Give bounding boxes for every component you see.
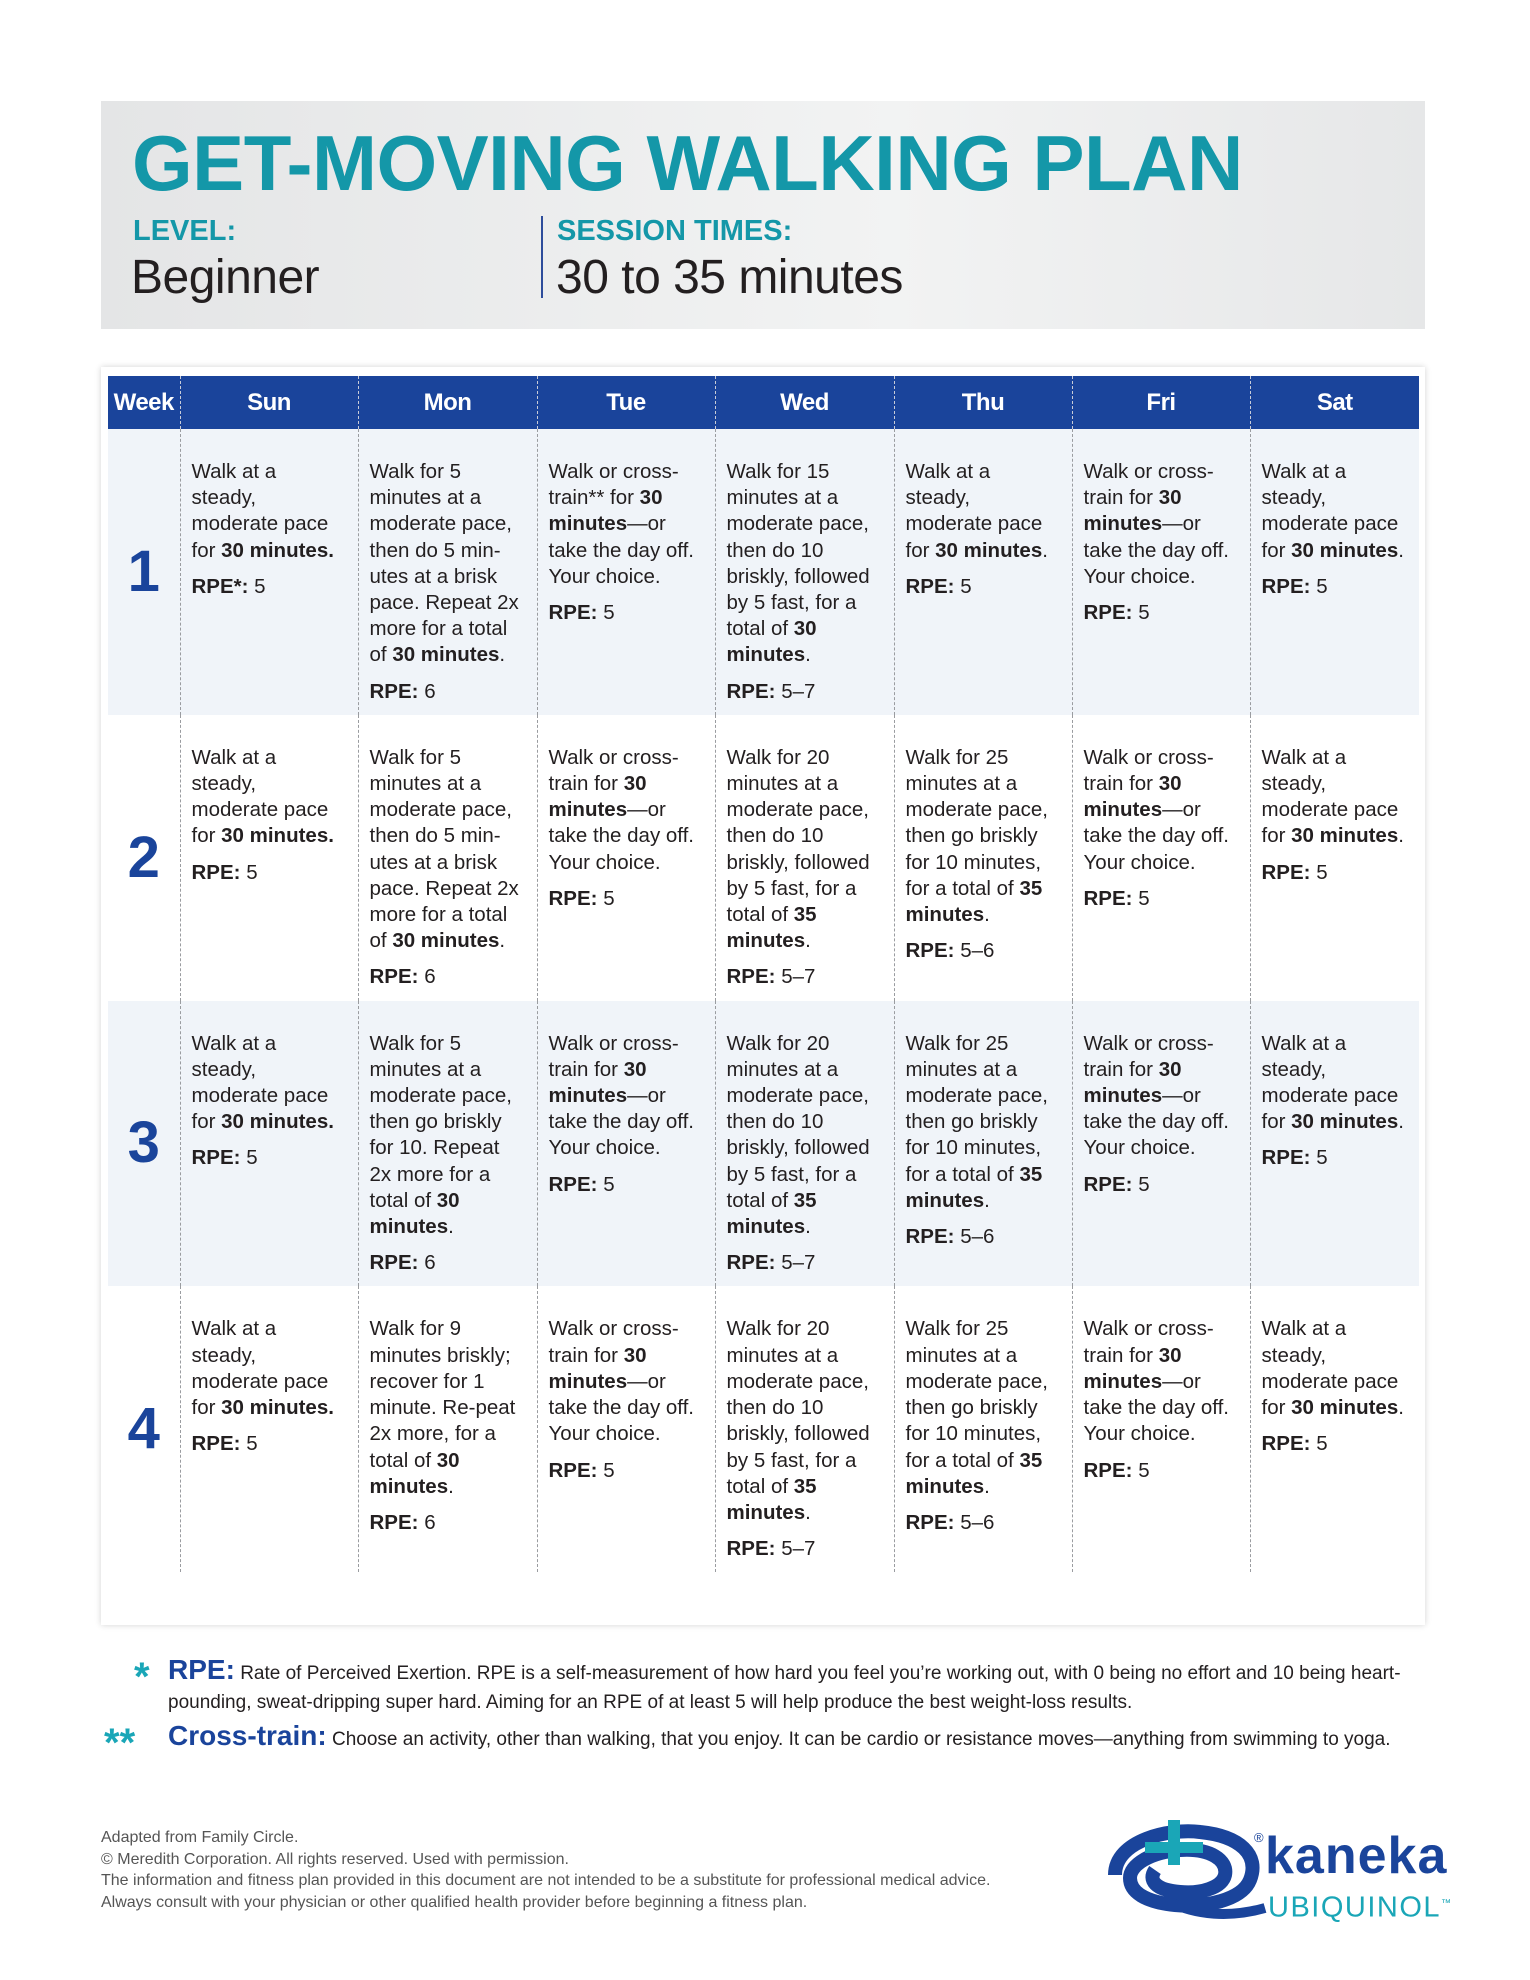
- rpe-number: 5: [1316, 860, 1328, 884]
- rpe-value: [906, 1224, 1060, 1250]
- week-row: [108, 1286, 1419, 1572]
- day-cell-fri: [1072, 715, 1250, 1001]
- workout-duration: 30 minutes: [1291, 824, 1399, 848]
- workout-text-after: .: [1398, 824, 1404, 848]
- rpe-number: 5: [1316, 574, 1328, 598]
- workout-description: [727, 1316, 882, 1526]
- workout-text-after: .: [805, 1215, 811, 1239]
- header-divider: [541, 216, 543, 298]
- column-header-wed: Wed: [715, 376, 894, 429]
- workout-text-after: —or take the day off. Your choice.: [548, 1369, 695, 1446]
- rpe-number: 5–6: [960, 1510, 995, 1534]
- rpe-number: 5: [1138, 886, 1150, 910]
- day-cell-wed: [715, 429, 894, 715]
- rpe-value: [727, 964, 882, 990]
- rpe-number: 5: [603, 886, 615, 910]
- workout-text-after: .: [448, 1474, 454, 1498]
- rpe-value: [906, 1510, 1060, 1536]
- workout-text-after: —or take the day off. Your choice.: [1083, 1369, 1230, 1446]
- rpe-label: RPE:: [369, 1251, 419, 1275]
- session-times-value: 30 to 35 minutes: [556, 251, 903, 304]
- rpe-number: 5: [246, 1432, 258, 1456]
- workout-duration: 30 minutes: [1291, 1396, 1399, 1420]
- workout-text-after: —or take the day off. Your choice.: [548, 1084, 695, 1160]
- table-header-row: [108, 376, 1419, 429]
- workout-text-after: —or take the day off. Your choice.: [1083, 512, 1230, 588]
- workout-description: [1084, 1031, 1238, 1162]
- rpe-value: [370, 964, 525, 990]
- rpe-label: RPE:: [191, 860, 241, 884]
- asterisk-icon: **: [104, 1721, 136, 1765]
- rpe-number: 6: [424, 679, 436, 703]
- column-header-week: Week: [108, 376, 180, 429]
- workout-description: [1262, 459, 1408, 564]
- workout-text-after: .: [1398, 538, 1404, 562]
- footnotes: [100, 1654, 1440, 1765]
- workout-duration: 35 minutes: [726, 1474, 817, 1524]
- rpe-number: 5–7: [781, 1251, 816, 1275]
- workout-text: Walk or cross-train for: [548, 1317, 679, 1367]
- rpe-value: [1084, 1458, 1238, 1484]
- workout-text-after: .: [1398, 1396, 1404, 1420]
- footnote-text: Rate of Perceived Exertion. RPE is a self-measurement of how hard you feel you’re working out, with 0 being no effort and 10 being heart-pounding, sweat-dripping super hard. Aiming for an RPE of at least 5 will help produce the best weight-loss results.: [168, 1663, 1401, 1713]
- workout-duration: 30 minutes: [935, 538, 1043, 562]
- rpe-label: RPE:: [726, 965, 776, 989]
- day-cell-sat: [1250, 1001, 1419, 1287]
- workout-duration: 30 minutes: [1083, 486, 1182, 536]
- workout-description: [1084, 745, 1238, 876]
- workout-text: Walk or cross-train for: [1083, 1031, 1214, 1081]
- day-cell-sun: [180, 1001, 358, 1287]
- workout-text-after: .: [805, 1500, 811, 1524]
- workout-duration: 30 minutes: [1083, 1343, 1182, 1393]
- workout-description: [1262, 1316, 1408, 1421]
- rpe-value: [1262, 1431, 1408, 1457]
- workout-duration: 30 minutes: [548, 772, 647, 822]
- rpe-label: RPE:: [548, 1458, 598, 1482]
- day-cell-thu: [894, 715, 1072, 1001]
- workout-duration: 30 minutes: [1083, 772, 1182, 822]
- workout-text-after: .: [984, 903, 990, 927]
- rpe-number: 5: [1138, 601, 1150, 625]
- day-cell-fri: [1072, 1001, 1250, 1287]
- footer-line: Adapted from Family Circle.: [101, 1829, 299, 1846]
- asterisk-icon: *: [134, 1655, 150, 1699]
- workout-description: [370, 1031, 525, 1241]
- workout-description: [192, 745, 346, 850]
- rpe-label: RPE:: [548, 886, 598, 910]
- workout-description: [1084, 459, 1238, 590]
- day-cell-thu: [894, 1286, 1072, 1572]
- rpe-value: [1262, 860, 1408, 886]
- week-row: [108, 715, 1419, 1001]
- rpe-label: RPE:: [726, 1251, 776, 1275]
- footnote-cross-train: [100, 1720, 1440, 1765]
- rpe-number: 6: [424, 965, 436, 989]
- workout-text-after: —or take the day off. Your choice.: [548, 512, 695, 588]
- rpe-label: RPE:: [369, 1510, 419, 1534]
- workout-description: [727, 459, 882, 669]
- day-cell-sat: [1250, 429, 1419, 715]
- workout-duration: 30 minutes.: [221, 1110, 334, 1134]
- day-cell-wed: [715, 1001, 894, 1287]
- product-label: UBIQUINOL: [1268, 1891, 1442, 1924]
- week-row: [108, 1001, 1419, 1287]
- day-cell-tue: [537, 1001, 715, 1287]
- workout-description: [1084, 1316, 1238, 1447]
- workout-text: Walk for 5 minutes at a moderate pace, then do 5 min-utes at a brisk pace. Repeat 2x more for a total of: [369, 745, 519, 953]
- day-cell-wed: [715, 1286, 894, 1572]
- rpe-number: 5–7: [781, 1537, 816, 1561]
- rpe-value: [906, 938, 1060, 964]
- workout-description: [192, 1316, 346, 1421]
- rpe-value: [549, 600, 703, 626]
- rpe-number: 5: [603, 601, 615, 625]
- workout-duration: 35 minutes: [905, 1162, 1043, 1212]
- workout-text: Walk at a steady, moderate pace for: [191, 745, 329, 848]
- column-header-thu: Thu: [894, 376, 1072, 429]
- workout-text-after: .: [499, 643, 506, 667]
- page-title: GET-MOVING WALKING PLAN: [132, 119, 1243, 207]
- workout-duration: 30 minutes: [369, 1448, 460, 1498]
- workout-text: Walk for 9 minutes briskly; recover for 1 minute. Re-peat 2x more, for a total of: [369, 1317, 516, 1472]
- workout-duration: 30 minutes: [548, 486, 663, 536]
- rpe-number: 5: [1138, 1458, 1150, 1482]
- workout-text-after: —or take the day off. Your choice.: [548, 798, 695, 874]
- rpe-label: RPE:: [905, 1225, 955, 1249]
- workout-text: Walk at a steady, moderate pace for: [191, 460, 329, 562]
- column-header-sat: Sat: [1250, 376, 1419, 429]
- rpe-number: 5: [254, 574, 266, 598]
- day-cell-sun: [180, 429, 358, 715]
- workout-text-after: .: [984, 1474, 990, 1498]
- day-cell-tue: [537, 429, 715, 715]
- workout-text-after: .: [805, 929, 811, 953]
- rpe-value: [192, 860, 346, 886]
- rpe-label: RPE:: [905, 574, 955, 598]
- workout-duration: 35 minutes: [726, 1188, 817, 1239]
- week-number: 1: [108, 429, 180, 715]
- rpe-label: RPE:: [726, 1537, 776, 1561]
- rpe-label: RPE:: [1261, 1146, 1311, 1170]
- footnote-term: RPE:: [168, 1654, 235, 1685]
- workout-description: [549, 459, 703, 590]
- workout-text: Walk or cross-train for: [1083, 1317, 1214, 1367]
- workout-text: Walk or cross-train for: [548, 1031, 679, 1081]
- rpe-label: RPE:: [726, 679, 776, 703]
- rpe-value: [727, 1250, 882, 1276]
- rpe-number: 5–6: [960, 1225, 995, 1249]
- workout-text: Walk for 20 minutes at a moderate pace, then do 10 briskly, followed by 5 fast, for a total of: [726, 1031, 870, 1212]
- workout-text: Walk for 15 minutes at a moderate pace, then do 10 briskly, followed by 5 fast, for a total of: [726, 460, 870, 641]
- workout-duration: 30 minutes: [1291, 538, 1399, 562]
- workout-description: [727, 1031, 882, 1241]
- workout-text: Walk for 5 minutes at a moderate pace, then do 5 min-utes at a brisk pace. Repeat 2x more for a total of: [369, 460, 519, 667]
- rpe-value: [192, 1431, 346, 1457]
- level-label: LEVEL:: [133, 215, 237, 247]
- workout-description: [1262, 745, 1408, 850]
- rpe-label: RPE:: [548, 1172, 598, 1196]
- workout-duration: 30 minutes: [392, 643, 500, 667]
- workout-duration: 30 minutes.: [221, 538, 334, 562]
- rpe-label: RPE:: [1083, 1172, 1133, 1196]
- week-number: 4: [108, 1286, 180, 1572]
- day-cell-tue: [537, 715, 715, 1001]
- workout-text: Walk for 25 minutes at a moderate pace, then go briskly for 10 minutes, for a total of: [905, 1317, 1048, 1472]
- rpe-value: [192, 574, 346, 600]
- workout-text: Walk at a steady, moderate pace for: [191, 1317, 329, 1420]
- day-cell-tue: [537, 1286, 715, 1572]
- workout-duration: 30 minutes.: [221, 824, 334, 848]
- rpe-label: RPE:: [548, 601, 598, 625]
- footer-disclaimer: [101, 1827, 990, 1913]
- workout-text: Walk at a steady, moderate pace for: [1261, 460, 1399, 562]
- workout-description: [727, 745, 882, 955]
- workout-duration: 30 minutes: [369, 1188, 460, 1239]
- rpe-label: RPE:: [191, 1432, 241, 1456]
- day-cell-sun: [180, 1286, 358, 1572]
- day-cell-sun: [180, 715, 358, 1001]
- rpe-number: 5: [246, 860, 258, 884]
- trademark-mark: ™: [1441, 1898, 1453, 1909]
- workout-description: [192, 459, 346, 564]
- column-header-fri: Fri: [1072, 376, 1250, 429]
- workout-text: Walk or cross-train** for: [548, 460, 679, 510]
- rpe-label: RPE:: [1261, 574, 1311, 598]
- column-header-sun: Sun: [180, 376, 358, 429]
- day-cell-fri: [1072, 1286, 1250, 1572]
- workout-description: [370, 745, 525, 955]
- workout-description: [549, 745, 703, 876]
- rpe-value: [370, 679, 525, 705]
- workout-text: Walk for 20 minutes at a moderate pace, then do 10 briskly, followed by 5 fast, for a total of: [726, 1317, 870, 1498]
- day-cell-fri: [1072, 429, 1250, 715]
- rpe-value: [370, 1510, 525, 1536]
- workout-duration: 35 minutes: [905, 876, 1043, 927]
- footer-line: Always consult with your physician or other qualified health provider before beginning a fitness plan.: [101, 1893, 808, 1911]
- rpe-label: RPE:: [1083, 601, 1133, 625]
- rpe-value: [549, 886, 703, 912]
- rpe-number: 5–7: [781, 679, 816, 703]
- rpe-label: RPE:: [369, 679, 419, 703]
- workout-duration: 35 minutes: [905, 1448, 1043, 1498]
- workout-text-after: —or take the day off. Your choice.: [1083, 1084, 1230, 1160]
- workout-duration: 30 minutes: [392, 929, 500, 953]
- day-cell-sat: [1250, 715, 1419, 1001]
- kaneka-ubiquinol-logo: [1100, 1810, 1453, 1930]
- workout-text: Walk for 20 minutes at a moderate pace, then do 10 briskly, followed by 5 fast, for a total of: [726, 745, 870, 927]
- day-cell-thu: [894, 1001, 1072, 1287]
- workout-duration: 30 minutes.: [221, 1396, 334, 1420]
- rpe-label: RPE:: [191, 1146, 241, 1170]
- registered-mark: ®: [1254, 1830, 1264, 1845]
- workout-description: [370, 459, 525, 669]
- session-times-label: SESSION TIMES:: [557, 215, 793, 247]
- footnote-text: Choose an activity, other than walking, that you enjoy. It can be cardio or resistance moves—anything from swimming to yoga.: [331, 1729, 1391, 1750]
- workout-text-after: —or take the day off. Your choice.: [1083, 798, 1230, 874]
- column-header-mon: Mon: [358, 376, 537, 429]
- workout-text: Walk for 25 minutes at a moderate pace, then go briskly for 10 minutes, for a total of: [905, 1031, 1048, 1186]
- rpe-number: 5: [1138, 1172, 1150, 1196]
- workout-text: Walk at a steady, moderate pace for: [191, 1031, 329, 1134]
- rpe-label: RPE:: [1083, 886, 1133, 910]
- rpe-number: 6: [424, 1510, 436, 1534]
- workout-text-after: .: [1042, 538, 1048, 562]
- rpe-value: [727, 679, 882, 705]
- rpe-value: [1084, 1172, 1238, 1198]
- rpe-label: RPE:: [1083, 1458, 1133, 1482]
- week-number: 2: [108, 715, 180, 1001]
- workout-description: [1262, 1031, 1408, 1136]
- workout-description: [370, 1316, 525, 1499]
- workout-text: Walk or cross-train for: [1083, 460, 1214, 510]
- workout-text: Walk or cross-train for: [1083, 745, 1214, 796]
- workout-duration: 35 minutes: [726, 903, 817, 953]
- footnote-rpe: [100, 1655, 1440, 1717]
- footer-line: © Meredith Corporation. All rights reserved. Used with permission.: [101, 1850, 569, 1868]
- footer-line: The information and fitness plan provided in this document are not intended to be a substitute for professional medical advice.: [101, 1872, 991, 1889]
- rpe-number: 5–7: [781, 965, 816, 989]
- week-row: [108, 429, 1419, 715]
- workout-text: Walk at a steady, moderate pace for: [1261, 1317, 1399, 1420]
- rpe-value: [370, 1250, 525, 1276]
- workout-description: [549, 1316, 703, 1447]
- rpe-number: 6: [424, 1251, 436, 1275]
- week-number: 3: [108, 1001, 180, 1287]
- level-value: Beginner: [131, 251, 320, 304]
- rpe-value: [1262, 574, 1408, 600]
- rpe-number: 5: [1316, 1432, 1328, 1456]
- rpe-label: RPE:: [905, 1510, 955, 1534]
- workout-text: Walk at a steady, moderate pace for: [905, 460, 1043, 562]
- rpe-value: [1084, 600, 1238, 626]
- day-cell-wed: [715, 715, 894, 1001]
- workout-duration: 30 minutes: [726, 617, 817, 667]
- rpe-label: RPE:: [1261, 1432, 1311, 1456]
- rpe-number: 5–6: [960, 939, 995, 963]
- workout-text: Walk for 25 minutes at a moderate pace, then go briskly for 10 minutes, for a total of: [905, 745, 1048, 900]
- workout-text: Walk for 5 minutes at a moderate pace, then go briskly for 10. Repeat 2x more for a total of: [369, 1031, 512, 1212]
- rpe-label: RPE:: [1261, 860, 1311, 884]
- footnote-term: Cross-train:: [168, 1720, 327, 1751]
- day-cell-mon: [358, 1286, 537, 1572]
- rpe-value: [906, 574, 1060, 600]
- rpe-label: RPE:: [905, 939, 955, 963]
- workout-text: Walk or cross-train for: [548, 745, 679, 796]
- rpe-number: 5: [1316, 1146, 1328, 1170]
- workout-description: [906, 459, 1060, 564]
- workout-description: [192, 1031, 346, 1136]
- workout-description: [906, 1316, 1060, 1499]
- rpe-label: RPE*:: [191, 574, 249, 598]
- day-cell-sat: [1250, 1286, 1419, 1572]
- workout-duration: 30 minutes: [1291, 1110, 1399, 1134]
- workout-text-after: .: [1398, 1110, 1404, 1134]
- rpe-label: RPE:: [369, 965, 419, 989]
- day-cell-mon: [358, 429, 537, 715]
- workout-text: Walk at a steady, moderate pace for: [1261, 1031, 1399, 1134]
- rpe-value: [192, 1145, 346, 1171]
- workout-duration: 30 minutes: [548, 1057, 647, 1108]
- rpe-value: [1262, 1145, 1408, 1171]
- product-name: [1268, 1888, 1453, 1924]
- day-cell-mon: [358, 1001, 537, 1287]
- rpe-number: 5: [603, 1172, 615, 1196]
- rpe-value: [727, 1536, 882, 1562]
- workout-duration: 30 minutes: [1083, 1057, 1182, 1108]
- workout-text-after: .: [805, 643, 811, 667]
- workout-description: [906, 1031, 1060, 1214]
- column-header-tue: Tue: [537, 376, 715, 429]
- workout-text: Walk at a steady, moderate pace for: [1261, 745, 1399, 848]
- workout-description: [549, 1031, 703, 1162]
- rpe-number: 5: [246, 1146, 258, 1170]
- rpe-value: [549, 1458, 703, 1484]
- workout-duration: 30 minutes: [548, 1343, 647, 1393]
- workout-description: [906, 745, 1060, 928]
- day-cell-thu: [894, 429, 1072, 715]
- rpe-number: 5: [960, 574, 972, 598]
- rpe-value: [549, 1172, 703, 1198]
- day-cell-mon: [358, 715, 537, 1001]
- rpe-number: 5: [603, 1458, 615, 1482]
- walking-plan-table: [108, 376, 1419, 1572]
- workout-text-after: .: [984, 1188, 990, 1212]
- workout-text-after: .: [499, 929, 506, 953]
- brand-name: kaneka: [1265, 1827, 1448, 1885]
- rpe-value: [1084, 886, 1238, 912]
- workout-text-after: .: [448, 1215, 454, 1239]
